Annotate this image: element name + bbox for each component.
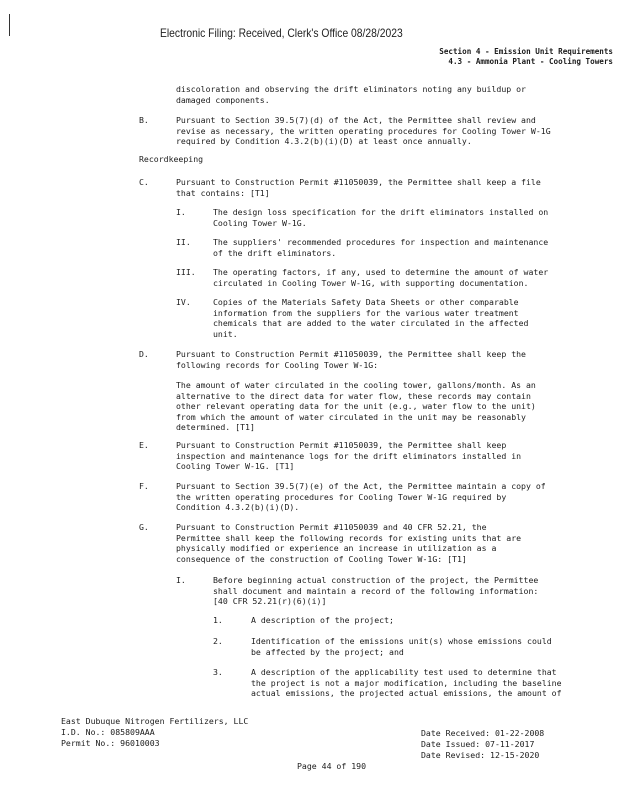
footer-date-received: Date Received: 01-22-2008	[421, 728, 545, 738]
footer-date-revised: Date Revised: 12-15-2020	[421, 750, 540, 760]
filing-banner: Electronic Filing: Received, Clerk's Office 08/28/2023	[160, 26, 403, 40]
item-label-c-iii: III.	[176, 267, 196, 277]
paragraph-label-f: F.	[139, 481, 149, 491]
item-label-g-i: I.	[176, 575, 186, 585]
subitem-1: A description of the project;	[251, 615, 394, 625]
paragraph-label-b: B.	[139, 115, 149, 125]
item-label-c-i: I.	[176, 207, 186, 217]
footer-id-number: I.D. No.: 085809AAA	[61, 727, 155, 737]
paragraph-label-c: C.	[139, 177, 149, 187]
item-c-i: The design loss specification for the drift eliminators installed on Cooling Tower W-1G.	[213, 207, 549, 228]
paragraph-d: Pursuant to Construction Permit #11050039, the Permittee shall keep the following records for Cooling Tower W-1G:	[176, 349, 526, 370]
paragraph-b: Pursuant to Section 39.5(7)(d) of the Act, the Permittee shall review and revise as necessary, the written operating procedures for Cooling Tower W-1G required by Condition 4.3.2(b)(i)(D) at least once annually.	[176, 115, 551, 147]
footer-date-issued: Date Issued: 07-11-2017	[421, 739, 535, 749]
recordkeeping-heading: Recordkeeping	[139, 154, 204, 164]
edge-mark	[9, 14, 10, 36]
section-header-line1: Section 4 - Emission Unit Requirements	[439, 47, 613, 56]
item-c-iv: Copies of the Materials Safety Data Sheets or other comparable information from the suppliers for the various water treatment chemicals that are added to the water circulated in the affected unit.	[213, 297, 529, 339]
item-c-ii: The suppliers' recommended procedures for inspection and maintenance of the drift eliminators.	[213, 237, 549, 258]
item-label-c-iv: IV.	[176, 297, 191, 307]
section-header-line2: 4.3 - Ammonia Plant - Cooling Towers	[448, 57, 613, 66]
item-g-i: Before beginning actual construction of the project, the Permittee shall document and maintain a record of the following information: [40 CFR 52.21(r)(6)(i)]	[213, 575, 539, 607]
paragraph-label-g: G.	[139, 522, 149, 532]
footer-company: East Dubuque Nitrogen Fertilizers, LLC	[61, 716, 249, 726]
item-label-c-ii: II.	[176, 237, 191, 247]
paragraph-c: Pursuant to Construction Permit #11050039, the Permittee shall keep a file that contains: [T1]	[176, 177, 541, 198]
paragraph-label-d: D.	[139, 349, 149, 359]
footer-permit-number: Permit No.: 96010003	[61, 738, 160, 748]
subitem-label-1: 1.	[213, 615, 223, 625]
paragraph-d-detail: The amount of water circulated in the cooling tower, gallons/month. As an alternative to the direct data for water flow, these records may contain other relevant operating data for the unit (e.g., water flow to the unit) from which the amount of water circulated in the unit may be reasonably determined. [T1]	[176, 380, 536, 433]
subitem-label-2: 2.	[213, 636, 223, 646]
paragraph-f: Pursuant to Section 39.5(7)(e) of the Act, the Permittee maintain a copy of the written operating procedures for Cooling Tower W-1G required by Condition 4.3.2(b)(i)(D).	[176, 481, 546, 513]
paragraph-label-e: E.	[139, 440, 149, 450]
subitem-2: Identification of the emissions unit(s) whose emissions could be affected by the project; and	[251, 636, 552, 657]
subitem-3: A description of the applicability test used to determine that the project is not a major modification, including the baseline actual emissions, the projected actual emissions, the amount of	[251, 667, 562, 699]
page-number: Page 44 of 190	[297, 761, 367, 771]
paragraph-e: Pursuant to Construction Permit #11050039, the Permittee shall keep inspection and maintenance logs for the drift eliminators installed in Cooling Tower W-1G. [T1]	[176, 440, 522, 472]
continuation-text: discoloration and observing the drift eliminators noting any buildup or damaged components.	[176, 84, 526, 105]
paragraph-g: Pursuant to Construction Permit #11050039 and 40 CFR 52.21, the Permittee shall keep the following records for existing units that are physically modified or experience an increase in utilization as a consequence of the construction of Cooling Tower W-1G: [T1]	[176, 522, 522, 564]
subitem-label-3: 3.	[213, 667, 223, 677]
item-c-iii: The operating factors, if any, used to determine the amount of water circulated in Cooling Tower W-1G, with supporting documentation.	[213, 267, 549, 288]
